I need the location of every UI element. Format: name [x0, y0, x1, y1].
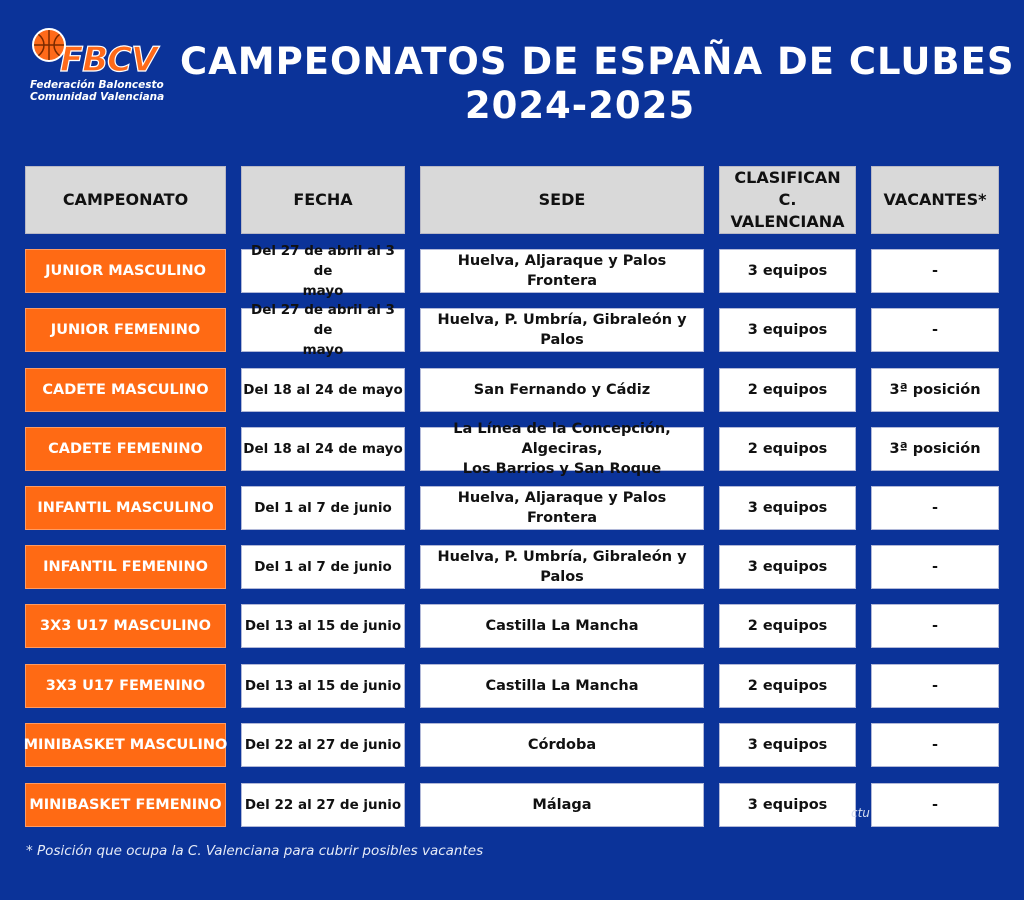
campeonato-value: 3X3 U17 FEMENINO — [45, 678, 206, 694]
vacantes-value: - — [931, 263, 939, 279]
row-6-clasifican — [719, 545, 856, 589]
campeonato-value: JUNIOR FEMENINO — [50, 322, 201, 338]
row-3-fecha — [241, 368, 405, 412]
campeonato-value: MINIBASKET MASCULINO — [23, 737, 228, 753]
header-sede-label: SEDE — [538, 190, 586, 209]
row-2-fecha — [241, 302, 405, 358]
header-fecha — [241, 166, 405, 234]
vacantes-value: - — [931, 618, 939, 634]
sede-line-1: La Línea de la Concepción, Algeciras, — [453, 421, 671, 457]
fecha-line-1: Del 18 al 24 de mayo — [243, 382, 403, 398]
row-8-clasifican — [719, 664, 856, 708]
vacantes-value: - — [931, 500, 939, 516]
row-7-vacantes — [871, 604, 999, 648]
row-8-campeonato — [25, 664, 226, 708]
page-title — [180, 40, 1015, 128]
row-7-campeonato — [25, 604, 226, 648]
row-10-vacantes — [871, 783, 999, 827]
sede-line-1: Huelva, P. Umbría, Gibraleón y Palos — [437, 549, 687, 585]
header-campeonato-label: CAMPEONATO — [62, 190, 189, 209]
campeonato-value: MINIBASKET FEMENINO — [29, 797, 222, 813]
vacantes-value: 3ª posición — [889, 382, 981, 398]
row-9-clasifican — [719, 723, 856, 767]
row-9-campeonato — [25, 723, 226, 767]
row-4-sede — [420, 421, 704, 477]
logo-line-1: Federación Baloncesto — [30, 79, 164, 91]
clasifican-value: 3 equipos — [747, 737, 828, 753]
vacantes-value: - — [931, 797, 939, 813]
row-9-fecha — [241, 723, 405, 767]
header-campeonato — [25, 166, 226, 234]
header-vacantes-label: VACANTES* — [883, 190, 987, 209]
fecha-line-1: Del 27 de abril al 3 de — [251, 243, 395, 279]
row-8-vacantes — [871, 664, 999, 708]
campeonato-value: 3X3 U17 MASCULINO — [39, 618, 211, 634]
row-5-campeonato — [25, 486, 226, 530]
campeonato-value: INFANTIL FEMENINO — [43, 559, 208, 575]
campeonato-value: JUNIOR MASCULINO — [45, 263, 206, 279]
header-fecha-label: FECHA — [293, 190, 353, 209]
row-6-sede — [420, 545, 704, 589]
clasifican-value: 3 equipos — [747, 263, 828, 279]
row-9-vacantes — [871, 723, 999, 767]
sede-line-2: Los Barrios y San Roque — [462, 461, 662, 477]
row-4-campeonato — [25, 427, 226, 471]
sede-line-1: Huelva, P. Umbría, Gibraleón y Palos — [437, 312, 687, 348]
row-5-fecha — [241, 486, 405, 530]
fecha-line-1: Del 22 al 27 de junio — [244, 797, 402, 813]
vacantes-value: - — [931, 322, 939, 338]
row-1-clasifican — [719, 249, 856, 293]
row-10-fecha — [241, 783, 405, 827]
header-sede — [420, 166, 704, 234]
header-clasifican-line-1: CLASIFICAN — [734, 168, 841, 187]
clasifican-value: 2 equipos — [747, 441, 828, 457]
row-8-sede — [420, 664, 704, 708]
header-clasifican-line-2: C. VALENCIANA — [730, 190, 845, 231]
row-8-fecha — [241, 664, 405, 708]
logo-line-2: Comunidad Valenciana — [30, 91, 165, 103]
row-3-vacantes — [871, 368, 999, 412]
header-clasifican — [719, 166, 856, 234]
fecha-line-1: Del 18 al 24 de mayo — [243, 441, 403, 457]
fecha-line-1: Del 13 al 15 de junio — [244, 678, 402, 694]
row-10-sede — [420, 783, 704, 827]
fecha-line-1: Del 1 al 7 de junio — [254, 559, 392, 575]
row-2-clasifican — [719, 308, 856, 352]
vacantes-value: - — [931, 678, 939, 694]
row-2-vacantes — [871, 308, 999, 352]
sede-line-1: Castilla La Mancha — [485, 678, 639, 694]
row-10-campeonato — [25, 783, 226, 827]
clasifican-value: 3 equipos — [747, 322, 828, 338]
sede-line-1: Huelva, Aljaraque y Palos Frontera — [457, 253, 667, 289]
footnote: * Posición que ocupa la C. Valenciana para cubrir posibles vacantes — [26, 843, 484, 859]
title-line-2: 2024-2025 — [464, 84, 696, 127]
clasifican-value: 3 equipos — [747, 559, 828, 575]
clasifican-value: 2 equipos — [747, 382, 828, 398]
clasifican-value: 3 equipos — [747, 797, 828, 813]
row-4-vacantes — [871, 427, 999, 471]
row-1-campeonato — [25, 249, 226, 293]
campeonato-value: CADETE FEMENINO — [48, 441, 203, 457]
fecha-line-1: Del 27 de abril al 3 de — [251, 302, 395, 338]
vacantes-value: - — [931, 559, 939, 575]
row-2-sede — [420, 308, 704, 352]
row-5-vacantes — [871, 486, 999, 530]
sede-line-1: Córdoba — [527, 737, 597, 753]
row-1-sede — [420, 249, 704, 293]
row-4-clasifican — [719, 427, 856, 471]
row-3-clasifican — [719, 368, 856, 412]
row-3-campeonato — [25, 368, 226, 412]
fecha-line-2: mayo — [302, 342, 344, 358]
fecha-line-1: Del 22 al 27 de junio — [244, 737, 402, 753]
fecha-line-2: mayo — [302, 283, 344, 299]
sede-line-1: Málaga — [532, 797, 592, 813]
row-5-sede — [420, 486, 704, 530]
vacantes-value: 3ª posición — [889, 441, 981, 457]
row-2-campeonato — [25, 308, 226, 352]
row-3-sede — [420, 368, 704, 412]
row-6-fecha — [241, 545, 405, 589]
row-7-sede — [420, 604, 704, 648]
fbcv-logo — [24, 26, 184, 106]
sede-line-1: Huelva, Aljaraque y Palos Frontera — [457, 490, 667, 526]
row-9-sede — [420, 723, 704, 767]
row-6-campeonato — [25, 545, 226, 589]
sede-line-1: Castilla La Mancha — [485, 618, 639, 634]
clasifican-value: 2 equipos — [747, 618, 828, 634]
row-10-clasifican — [719, 783, 856, 827]
row-6-vacantes — [871, 545, 999, 589]
logo-mark: FBCV — [60, 40, 157, 80]
row-1-fecha — [241, 243, 405, 299]
clasifican-value: 3 equipos — [747, 500, 828, 516]
header-vacantes — [871, 166, 999, 234]
title-line-1: CAMPEONATOS DE ESPAÑA DE CLUBES — [180, 40, 1015, 83]
row-7-fecha — [241, 604, 405, 648]
clasifican-value: 2 equipos — [747, 678, 828, 694]
fecha-line-1: Del 13 al 15 de junio — [244, 618, 402, 634]
row-4-fecha — [241, 427, 405, 471]
sede-line-1: San Fernando y Cádiz — [473, 382, 651, 398]
row-7-clasifican — [719, 604, 856, 648]
row-1-vacantes — [871, 249, 999, 293]
ghost-text: ctu — [851, 806, 870, 820]
row-5-clasifican — [719, 486, 856, 530]
fecha-line-1: Del 1 al 7 de junio — [254, 500, 392, 516]
vacantes-value: - — [931, 737, 939, 753]
campeonato-value: CADETE MASCULINO — [42, 382, 209, 398]
campeonato-value: INFANTIL MASCULINO — [37, 500, 214, 516]
